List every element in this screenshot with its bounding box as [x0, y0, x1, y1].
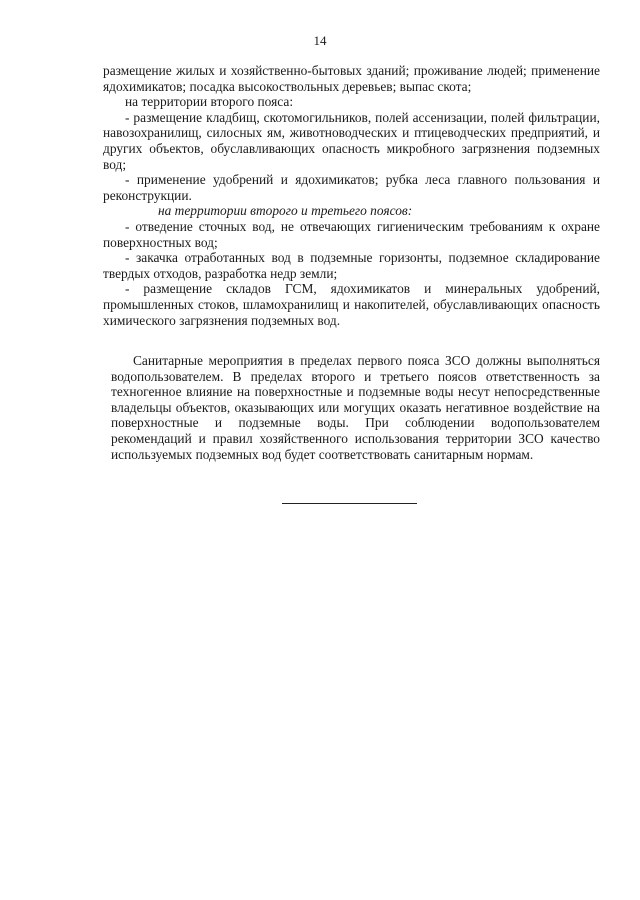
page-number: 14 [313, 33, 327, 48]
end-of-text-rule [282, 503, 417, 504]
second-zone-item: - размещение кладбищ, скотомогильников, полей ассенизации, полей фильтрации, навозохранилищ, силосных ям, животноводческих и птицеводческих предприятий, и других объектов, обуславливающих опасность микробного загрязнения подземных вод; [103, 109, 600, 172]
second-third-zone-item: - размещение складов ГСМ, ядохимикатов и минеральных удобрений, промышленных стоков, шламохранилищ и накопителей, обуславливающих опасность химического загрязнения подземных вод. [103, 281, 600, 328]
second-third-zone-item: - закачка отработанных вод в подземные горизонты, подземное складирование твердых отходов, разработка недр земли; [103, 250, 600, 281]
second-third-zone-item: - отведение сточных вод, не отвечающих гигиеническим требованиям к охране поверхностных вод; [103, 218, 600, 250]
second-third-zone-heading: на территории второго и третьего поясов: [158, 203, 413, 219]
closing-section [111, 353, 600, 462]
restrictions-section [103, 63, 600, 328]
second-zone-heading: на территории второго пояса: [125, 94, 294, 110]
intro-restrictions: размещение жилых и хозяйственно-бытовых зданий; проживание людей; применение ядохимикатов; посадка высокоствольных деревьев; выпас скота; [103, 63, 600, 94]
closing-paragraph: Санитарные мероприятия в пределах первого пояса ЗСО должны выполняться водопользователем. В пределах второго и третьего поясов ответственность за техногенное влияние на поверхностные и подземные воды несут непосредственные владельцы объектов, оказывающих или могущих оказать негативное воздействие на поверхностные и подземные воды. При соблюдении водопользователем рекомендаций и правил хозяйственного использования территории ЗСО качество используемых подземных вод будет соответствовать санитарным нормам. [111, 353, 600, 462]
second-zone-item: - применение удобрений и ядохимикатов; рубка леса главного пользования и реконструкции. [103, 172, 600, 203]
